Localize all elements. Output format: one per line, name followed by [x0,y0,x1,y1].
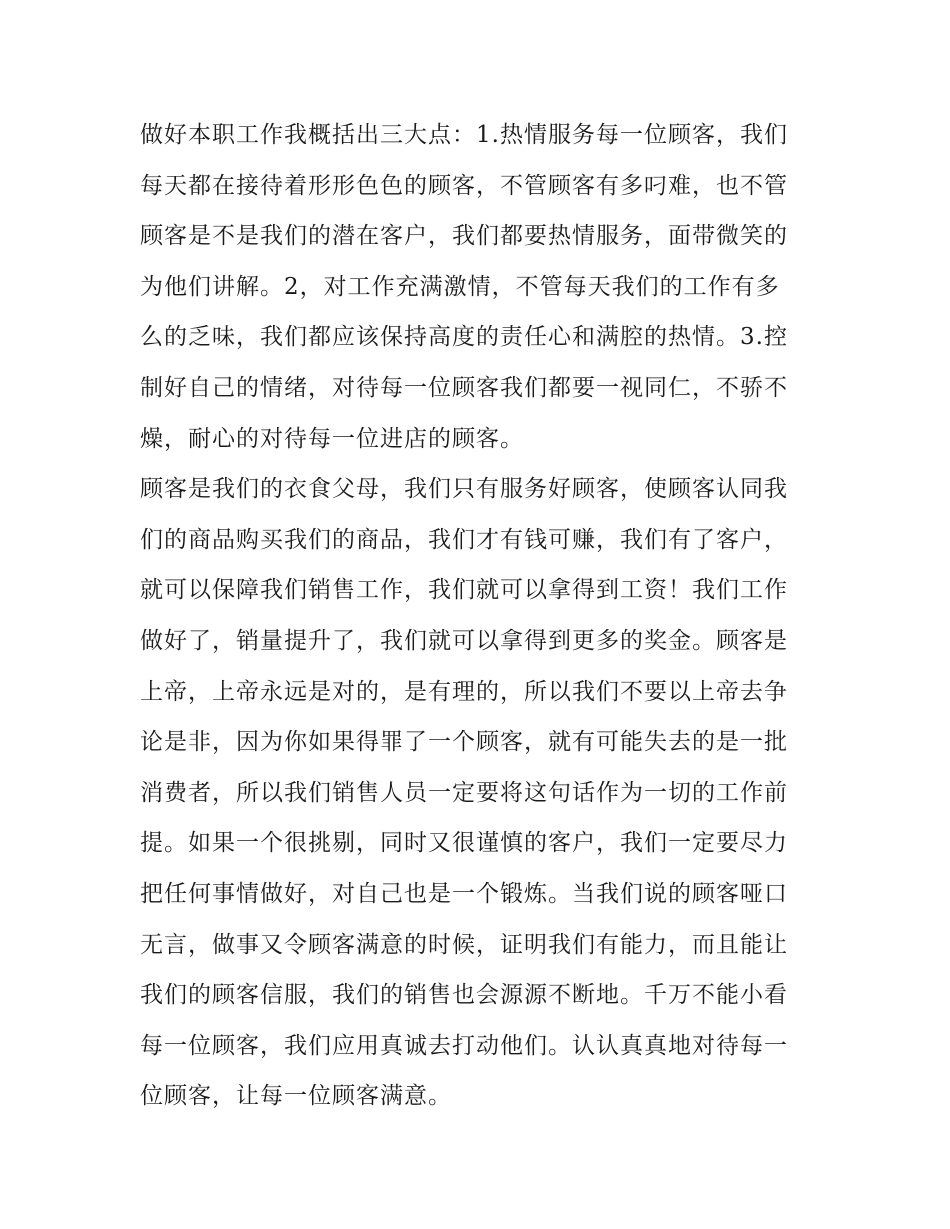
text-line: 燥，耐心的对待每一位进店的顾客。 [140,425,524,452]
text-line: 顾客是不是我们的潜在客户，我们都要热情服务，面带微笑的 [140,223,788,250]
paragraph-2 [140,464,820,1122]
document-body [140,110,820,1122]
text-line: 把任何事情做好，对自己也是一个锻炼。当我们说的顾客哑口 [140,880,788,907]
text-line: 么的乏味，我们都应该保持高度的责任心和满腔的热情。3.控 [140,324,788,351]
text-line: 论是非，因为你如果得罪了一个顾客，就有可能失去的是一批 [140,729,788,756]
text-line: 每一位顾客，我们应用真诚去打动他们。认认真真地对待每一 [140,1032,788,1059]
text-line: 位顾客，让每一位顾客满意。 [140,1083,452,1110]
text-line: 顾客是我们的衣食父母，我们只有服务好顾客，使顾客认同我 [140,476,788,503]
text-line: 上帝，上帝永远是对的，是有理的，所以我们不要以上帝去争 [140,678,788,705]
text-line: 每天都在接待着形形色色的顾客，不管顾客有多叼难，也不管 [140,172,788,199]
text-line: 无言，做事又令顾客满意的时候，证明我们有能力，而且能让 [140,931,788,958]
text-line: 做好了，销量提升了，我们就可以拿得到更多的奖金。顾客是 [140,627,788,654]
text-line: 我们的顾客信服，我们的销售也会源源不断地。千万不能小看 [140,982,788,1009]
text-line: 做好本职工作我概括出三大点：1.热情服务每一位顾客，我们 [140,122,788,148]
text-line: 为他们讲解。2，对工作充满激情，不管每天我们的工作有多 [140,273,780,300]
paragraph-1 [140,110,820,464]
text-line: 们的商品购买我们的商品，我们才有钱可赚，我们有了客户， [140,526,788,553]
text-line: 提。如果一个很挑剔，同时又很谨慎的客户，我们一定要尽力 [140,830,788,857]
text-line: 制好自己的情绪，对待每一位顾客我们都要一视同仁，不骄不 [140,374,788,401]
text-line: 消费者，所以我们销售人员一定要将这句话作为一切的工作前 [140,779,788,806]
text-line: 就可以保障我们销售工作，我们就可以拿得到工资！我们工作 [140,577,788,604]
